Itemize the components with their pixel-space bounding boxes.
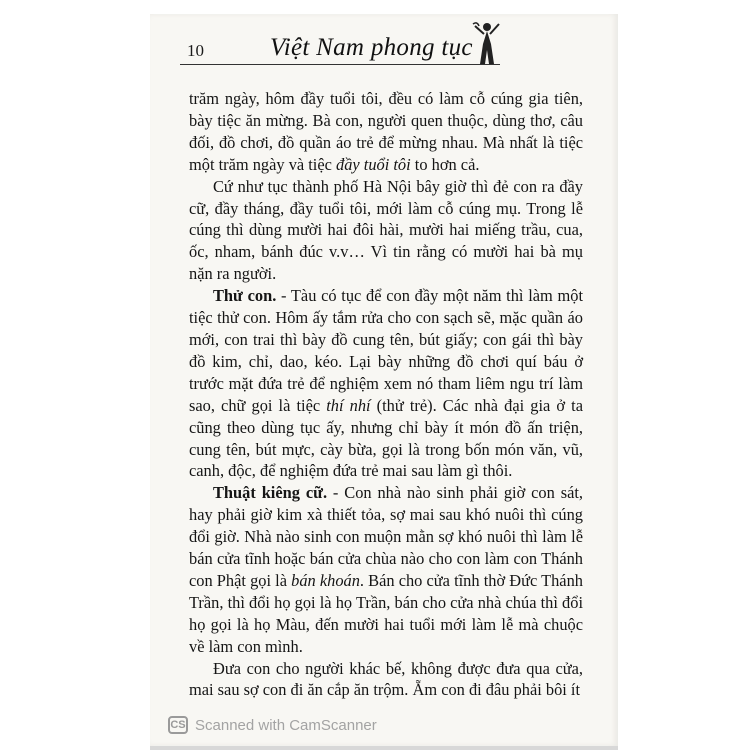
- scanner-text: Scanned with CamScanner: [195, 716, 377, 734]
- section-heading: Thuật kiêng cữ.: [213, 483, 328, 503]
- italic-term: thí nhí: [326, 395, 371, 415]
- header-rule: [180, 64, 500, 65]
- italic-term: đầy tuổi tôi: [336, 154, 411, 174]
- scanner-watermark: [168, 712, 377, 738]
- running-title: Việt Nam phong tục: [270, 34, 473, 61]
- paragraph: [189, 658, 583, 702]
- paragraph: [189, 176, 583, 286]
- text-segment: to hơn cả.: [410, 154, 480, 174]
- page-header: [180, 32, 590, 72]
- text-segment: Đưa con cho người khác bế, không được đưa qua cửa, mai sau sợ con đi ăn cắp ăn trộm. Ẵm con đi đâu phải bôi ít: [189, 658, 583, 700]
- page-bottom-edge: [150, 746, 618, 750]
- paragraph: [189, 285, 583, 482]
- section-heading: Thử con.: [213, 286, 277, 306]
- paragraph: [189, 88, 583, 176]
- text-segment: - Tàu có tục để con đầy một năm thì làm một tiệc thử con. Hôm ấy tắm rửa cho con sạch sẽ, mặc quần áo mới, con trai thì bày đồ cung tên, bút giấy; con gái thì bày đồ kim, chỉ, dao, kéo. Lại bày những đồ chơi quí báu ở trước mặt đứa trẻ để nghiệm xem nó tham liêm ngu trí làm sao, chữ gọi là tiệc: [189, 286, 583, 415]
- text-segment: Cứ như tục thành phố Hà Nội bây giờ thì đẻ con ra đầy cữ, đầy tháng, đầy tuổi tôi, mới làm cỗ cúng mụ. Trong lễ cúng thì dùng mười hai đôi hài, mười hai miếng trầu, cua, ốc, nham, bánh đúc v.v… Vì tin rằng có mười hai bà mụ nặn ra người.: [189, 176, 583, 284]
- text-segment: (thử trẻ). Các nhà đại gia ở ta cũng theo dùng tục ấy, nhưng chỉ bày ít món đồ ấn triện, cung tên, bút mực, cày bừa, gọi là trong bốn món văn, vũ, canh, độc, để nghiệm đứa trẻ mai sau làm gì thôi.: [189, 395, 583, 481]
- camscanner-logo-icon: CS: [168, 716, 188, 734]
- text-segment: trăm ngày, hôm đầy tuổi tôi, đều có làm cỗ cúng gia tiên, bày tiệc ăn mừng. Bà con, người quen thuộc, dùng thơ, câu đối, đồ chơi, đồ quần áo trẻ để mừng nhau. Mà nhất là tiệc một trăm ngày và tiệc: [189, 89, 583, 174]
- text-segment: . Bán cho cửa tĩnh thờ Đức Thánh Trần, thì đổi họ gọi là họ Trần, bán cho cửa nhà chúa thì đổi họ gọi là họ Màu, đến mười hai tuổi mới làm lễ mà chuộc về làm con mình.: [189, 570, 583, 656]
- paragraph: [189, 482, 583, 657]
- text-segment: - Con nhà nào sinh phải giờ con sát, hay phải giờ kim xà thiết tỏa, sợ mai sau khó nuôi thì cúng đổi giờ. Nhà nào sinh con muộn mằn sợ khó nuôi thì làm lễ bán cửa tĩnh hoặc bán cửa chùa nào cho con làm con Thánh con Phật gọi là: [189, 483, 583, 590]
- page-number: 10: [187, 41, 204, 60]
- dancer-figure-icon: [471, 20, 503, 68]
- italic-term: bán khoán: [291, 570, 360, 590]
- body-text: [189, 88, 583, 701]
